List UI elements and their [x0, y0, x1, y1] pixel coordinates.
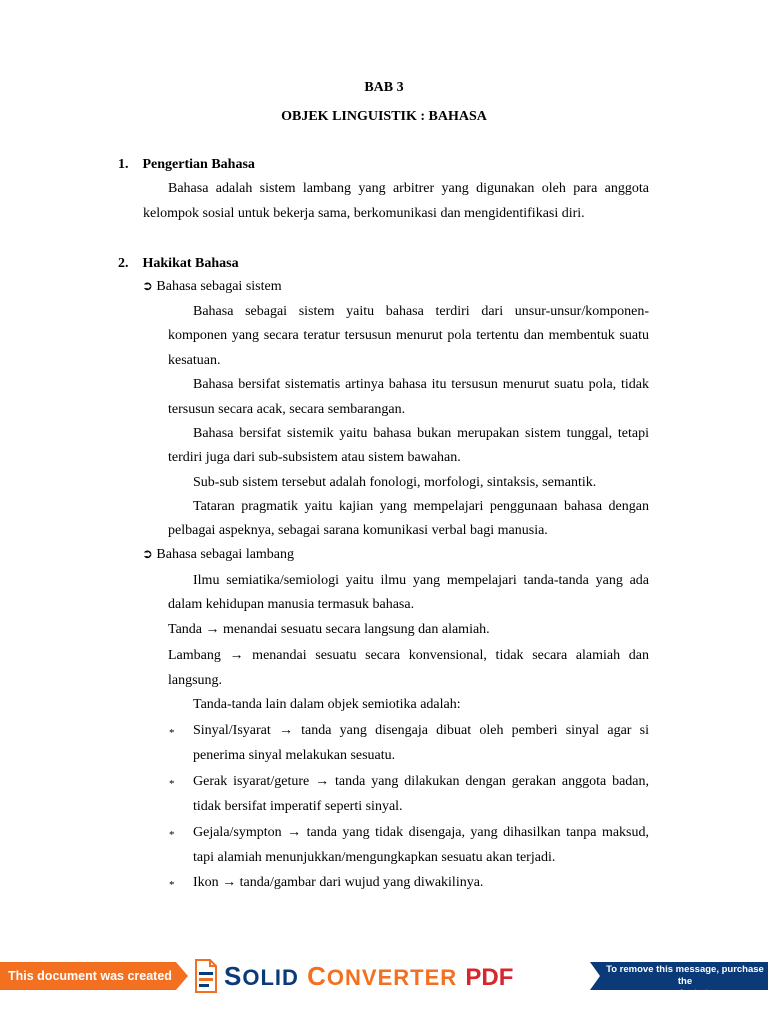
converter-banner[interactable] — [0, 950, 768, 1011]
lambang-definition-line-2: langsung. — [168, 673, 223, 688]
bullet-marker: * — [169, 778, 175, 790]
list-item-3-line-1: Gejala/sympton → tanda yang tidak disengaja, yang dihasilkan tanpa maksud, — [193, 825, 649, 840]
sub-2-line-2: dalam kehidupan manusia termasuk bahasa. — [168, 597, 415, 612]
sub-1-line-2: komponen yang secara teratur tersusun menurut pola tertentu dan membentuk suatu — [168, 328, 649, 343]
sub-2-line-1: Ilmu semiatika/semiologi yaitu ilmu yang mempelajari tanda-tanda yang ada — [193, 573, 649, 588]
purchase-line-1: To remove this message, purchase the — [606, 964, 764, 987]
list-item-1-line-2: penerima sinyal melakukan sesuatu. — [193, 748, 396, 763]
purchase-line-2: product at www.SolidDocuments.com — [624, 988, 746, 1011]
section-1-line-2: kelompok sosial untuk bekerja sama, berkomunikasi dan mengidentifikasi diri. — [143, 206, 585, 221]
sub-2-pointer — [142, 547, 294, 563]
section-1-heading: 1. Pengertian Bahasa — [118, 157, 255, 172]
sub-1-line-4: Bahasa bersifat sistematis artinya bahasa itu tersusun menurut suatu pola, tidak — [193, 377, 649, 392]
sub-1-line-1: Bahasa sebagai sistem yaitu bahasa terdiri dari unsur-unsur/komponen- — [193, 304, 649, 319]
sub-1-label: Bahasa sebagai sistem — [156, 279, 282, 294]
section-1-line-1: Bahasa adalah sistem lambang yang arbitrer yang digunakan oleh para anggota — [168, 181, 649, 196]
bullet-marker: * — [169, 727, 175, 739]
purchase-message[interactable] — [590, 962, 768, 1011]
document-icon — [194, 958, 218, 994]
sub-1-line-3: kesatuan. — [168, 353, 221, 368]
sub-1-pointer — [142, 279, 282, 295]
lambang-definition-line-1: Lambang → menandai sesuatu secara konvensional, tidak secara alamiah dan — [168, 648, 649, 663]
semiotika-intro: Tanda-tanda lain dalam objek semiotika adalah: — [193, 697, 461, 712]
brand-pdf: PDF — [465, 964, 514, 991]
sub-1-line-5: tersusun secara acak, secara sembarangan. — [168, 402, 406, 417]
sub-1-line-7: terdiri juga dari sub-subsistem atau sistem bawahan. — [168, 450, 461, 465]
chapter-label: BAB 3 — [364, 80, 404, 95]
chapter-title: OBJEK LINGUISTIK : BAHASA — [281, 109, 487, 124]
sub-1-line-9: Tataran pragmatik yaitu kajian yang mempelajari penggunaan bahasa dengan — [193, 499, 649, 514]
brand-onverter: ONVERTER — [326, 965, 458, 990]
tanda-definition: Tanda → menandai sesuatu secara langsung dan alamiah. — [168, 622, 490, 637]
list-item-4-line-1: Ikon → tanda/gambar dari wujud yang diwakilinya. — [193, 875, 484, 890]
brand-c: C — [307, 961, 327, 991]
bullet-marker: * — [169, 829, 175, 841]
sub-1-line-10: pelbagai aspeknya, sebagai sarana komunikasi verbal bagi manusia. — [168, 523, 548, 538]
list-item-2-line-1: Gerak isyarat/geture → tanda yang dilakukan dengan gerakan anggota badan, — [193, 774, 649, 789]
pointer-arrow-icon: ➲ — [142, 279, 153, 294]
pointer-arrow-icon: ➲ — [142, 547, 153, 562]
list-item-1-line-1: Sinyal/Isyarat → tanda yang disengaja dibuat oleh pemberi sinyal agar si — [193, 723, 649, 738]
sub-1-line-8: Sub-sub sistem tersebut adalah fonologi, morfologi, sintaksis, semantik. — [193, 475, 597, 490]
banner-created-using: This document was created using — [0, 962, 176, 990]
sub-1-line-6: Bahasa bersifat sistemik yaitu bahasa bukan merupakan sistem tunggal, tetapi — [193, 426, 649, 441]
bullet-marker: * — [169, 879, 175, 891]
list-item-3-line-2: tapi alamiah menunjukkan/mengungkapkan sesuatu akan terjadi. — [193, 850, 556, 865]
section-2-heading: 2. Hakikat Bahasa — [118, 256, 239, 271]
brand-s: S — [224, 961, 243, 991]
list-item-2-line-2: tidak bersifat imperatif seperti sinyal. — [193, 799, 403, 814]
solid-converter-logo — [224, 960, 513, 994]
sub-2-label: Bahasa sebagai lambang — [156, 547, 295, 562]
brand-olid: OLID — [242, 965, 299, 990]
